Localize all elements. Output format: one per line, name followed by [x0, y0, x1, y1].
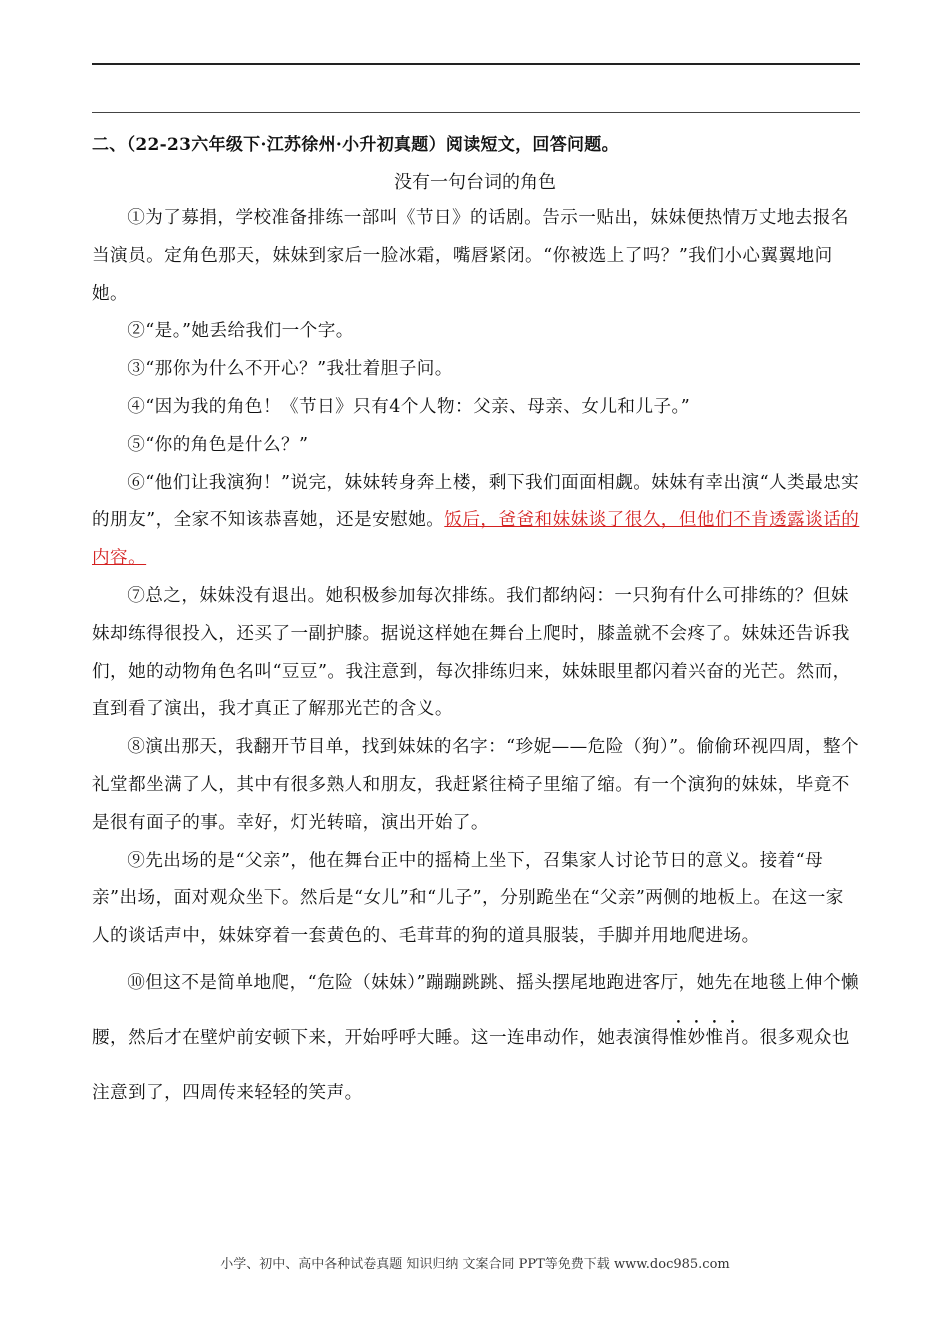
- paragraph-7: ⑦总之，妹妹没有退出。她积极参加每次排练。我们都纳闷：一只狗有什么可排练的？但妹妹却练得很投入，还买了一副护膝。据说这样她在舞台上爬时，膝盖就不会疼了。妹妹还告诉我们，她的动物角色名叫“豆豆”。我注意到，每次排练归来，妹妹眼里都闪着兴奋的光芒。然而，直到看了演出，我才真正了解那光芒的含义。: [92, 585, 851, 720]
- paragraph-2: ②“是。”她丢给我们一个字。: [127, 321, 354, 342]
- paragraph-3: ③“那你为什么不开心？”我壮着胆子问。: [127, 359, 453, 380]
- paragraph-10-text: ⑩但这不是简单地爬，“危险（妹妹）”蹦蹦跳跳、摇头摆尾地跑进客厅，她先在地毯上伸个懒腰，然后才在壁炉前安顿下来，开始呼呼大睡。这一连串动作，她表演得: [92, 972, 860, 1048]
- paragraph-9: ⑨先出场的是“父亲”，他在舞台正中的摇椅上坐下，召集家人讨论节日的意义。接着“母亲”出场，面对观众坐下。然后是“女儿”和“儿子”，分别跪坐在“父亲”两侧的地板上。在这一家人的谈话声中，妹妹穿着一套黄色的、毛茸茸的狗的道具服装，手脚并用地爬进场。: [92, 850, 844, 947]
- header-rule-thin: [92, 112, 860, 113]
- article-body: [92, 200, 860, 1121]
- paragraph-6: [92, 465, 860, 578]
- paragraph-10-tail: 。很多观众也注意到了，四周传来轻轻的笑声。: [92, 1027, 850, 1103]
- page-footer: 小学、初中、高中各种试卷真题 知识归纳 文案合同 PPT等免费下载 www.doc985.com: [220, 1257, 730, 1272]
- paragraph-6-text: ⑥“他们让我演狗！”说完，妹妹转身奔上楼，剩下我们面面相觑。妹妹有幸出演“人类最忠实的朋友”，全家不知该恭喜她，还是安慰她。: [92, 472, 860, 531]
- paragraph-10: [92, 956, 860, 1121]
- emphasized-idiom: 惟妙惟肖: [669, 1027, 742, 1048]
- paragraph-4: ④“因为我的角色！《节日》只有4个人物：父亲、母亲、女儿和儿子。”: [127, 396, 691, 417]
- question-heading: 二、（22-23六年级下·江苏徐州·小升初真题）阅读短文，回答问题。: [92, 135, 619, 155]
- paragraph-1: ①为了募捐，学校准备排练一部叫《节日》的话剧。告示一贴出，妹妹便热情万丈地去报名当演员。定角色那天，妹妹到家后一脸冰霜，嘴唇紧闭。“你被选上了吗？”我们小心翼翼地问她。: [92, 208, 849, 304]
- header-rule-thick: [92, 63, 860, 65]
- paragraph-8: ⑧演出那天，我翻开节目单，找到妹妹的名字：“珍妮——危险（狗）”。偷偷环视四周，整个礼堂都坐满了人，其中有很多熟人和朋友，我赶紧往椅子里缩了缩。有一个演狗的妹妹，毕竟不是很有面子的事。幸好，灯光转暗，演出开始了。: [92, 737, 860, 833]
- highlighted-sentence: 饭后，爸爸和妹妹谈了很久，但他们不肯透露谈话的内容。: [92, 510, 860, 569]
- article-title: 没有一句台词的角色: [394, 172, 556, 193]
- paragraph-5: ⑤“你的角色是什么？”: [127, 434, 309, 455]
